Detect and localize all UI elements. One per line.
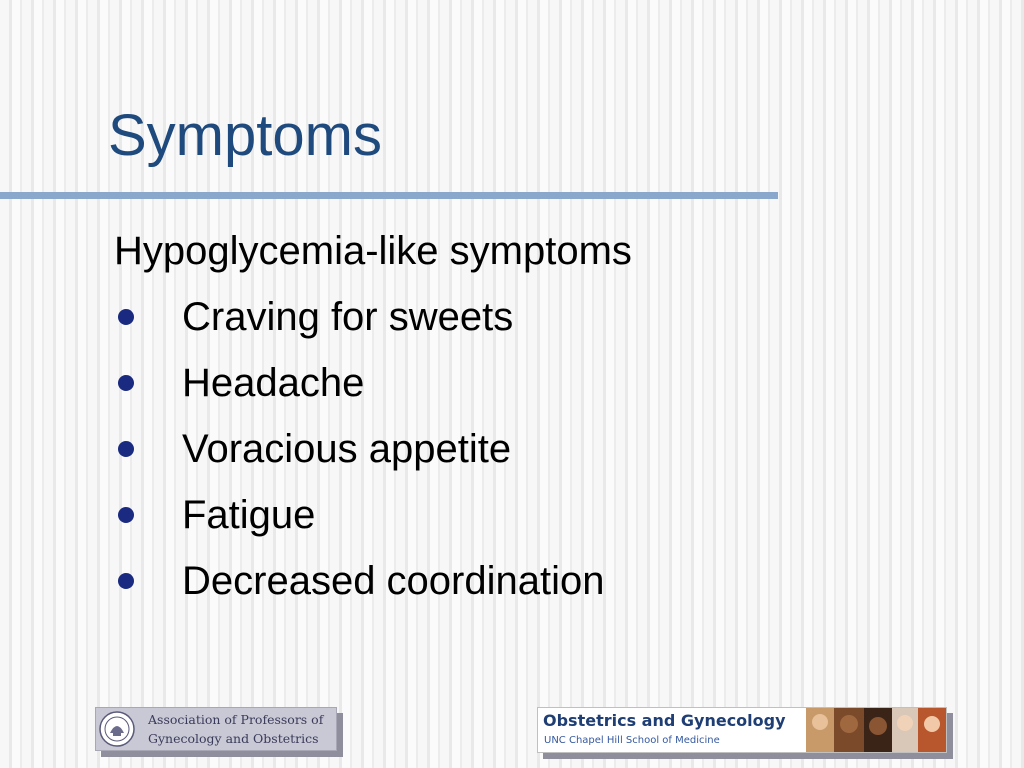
lead-text: Hypoglycemia-like symptoms (114, 229, 632, 273)
obgyn-subtitle: UNC Chapel Hill School of Medicine (544, 735, 720, 746)
bullet-item (114, 416, 914, 482)
bullet-item (114, 548, 914, 614)
bullet-dot-icon (118, 309, 134, 325)
bullet-dot-icon (118, 375, 134, 391)
slide-title: Symptoms (108, 103, 382, 168)
apgo-line-2: Gynecology and Obstetrics (148, 731, 319, 746)
bullet-list (114, 284, 914, 614)
apgo-seal-icon (99, 711, 135, 747)
apgo-line-1: Association of Professors of (148, 712, 324, 727)
bullet-text: Headache (182, 361, 365, 405)
title-divider (0, 192, 778, 199)
family-photos-icon (806, 708, 946, 752)
apgo-text (148, 710, 334, 748)
bullet-dot-icon (118, 573, 134, 589)
bullet-text: Craving for sweets (182, 295, 514, 339)
bullet-dot-icon (118, 441, 134, 457)
bullet-item (114, 350, 914, 416)
bullet-dot-icon (118, 507, 134, 523)
bullet-text: Fatigue (182, 493, 316, 537)
bullet-text: Decreased coordination (182, 559, 605, 603)
bullet-text: Voracious appetite (182, 427, 512, 471)
obgyn-logo (537, 707, 947, 753)
obgyn-name: Obstetrics and Gynecology (543, 711, 786, 730)
apgo-logo (95, 707, 337, 751)
slide-body (114, 218, 914, 614)
bullet-item (114, 482, 914, 548)
bullet-item (114, 284, 914, 350)
